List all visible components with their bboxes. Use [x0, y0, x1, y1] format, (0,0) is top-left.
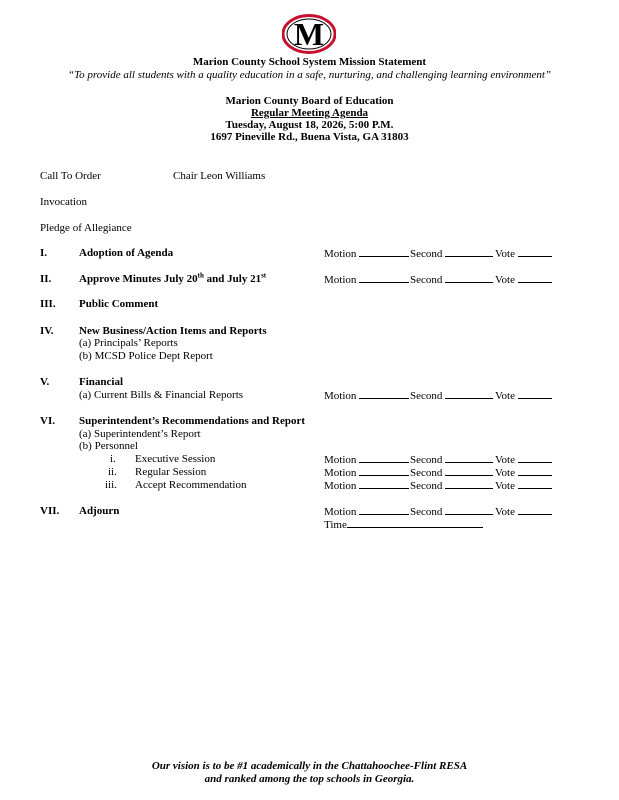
- mission-text: “To provide all students with a quality education in a safe, nurturing, and challenging learning environment”: [67, 69, 552, 81]
- item-7-vote: Vote: [495, 505, 552, 518]
- vision-line-1: Our vision is to be #1 academically in the Chattahoochee-Flint RESA: [151, 760, 468, 772]
- item-2-second: Second: [410, 273, 493, 286]
- mission-title: Marion County School System Mission Statement: [192, 56, 427, 68]
- item-6-subsub-2-second: Second: [410, 466, 493, 479]
- agenda-title: Regular Meeting Agenda: [250, 107, 369, 119]
- item-5-motion: Motion: [324, 389, 409, 402]
- item-2-vote: Vote: [495, 273, 552, 286]
- item-6-subsub-2-label: Regular Session: [135, 466, 207, 478]
- item-6-number: VI.: [40, 415, 55, 427]
- item-1-second: Second: [410, 247, 493, 260]
- school-logo: [282, 14, 336, 54]
- meeting-address: 1697 Pineville Rd., Buena Vista, GA 31803: [210, 131, 409, 143]
- pledge: Pledge of Allegiance: [40, 222, 132, 234]
- item-5-second: Second: [410, 389, 493, 402]
- item-6-subsub-3-num: iii.: [105, 479, 117, 491]
- item-6-subsub-3-label: Accept Recommendation: [135, 479, 247, 491]
- item-4-sub-b: (b) MCSD Police Dept Report: [79, 350, 213, 362]
- item-7-motion: Motion: [324, 505, 409, 518]
- item-6-subsub-1-second: Second: [410, 453, 493, 466]
- item-7-time: Time: [324, 518, 483, 531]
- meeting-date: Tuesday, August 18, 2026, 5:00 P.M.: [225, 119, 394, 131]
- item-5-number: V.: [40, 376, 50, 388]
- logo-letter: M: [293, 16, 325, 52]
- invocation: Invocation: [40, 196, 88, 208]
- item-6-subsub-2-motion: Motion: [324, 466, 409, 479]
- call-to-order-chair: Chair Leon Williams: [173, 170, 266, 182]
- item-6-subsub-1-vote: Vote: [495, 453, 552, 466]
- vision-line-2: and ranked among the top schools in Georgia.: [204, 773, 415, 785]
- item-5-sub-a: (a) Current Bills & Financial Reports: [79, 389, 244, 401]
- item-6-subsub-1-motion: Motion: [324, 453, 409, 466]
- item-6-subsub-3-motion: Motion: [324, 479, 409, 492]
- board-name: Marion County Board of Education: [225, 95, 394, 107]
- item-6-subsub-1-label: Executive Session: [135, 453, 216, 465]
- item-2-motion: Motion: [324, 273, 409, 286]
- item-5-title: Financial: [79, 376, 124, 388]
- call-to-order: Call To Order: [40, 170, 101, 182]
- item-2-title: Approve Minutes July 20th and July 21st: [79, 271, 267, 285]
- item-3-title: Public Comment: [79, 298, 159, 310]
- item-6-subsub-1-num: i.: [110, 453, 116, 465]
- item-5-vote: Vote: [495, 389, 552, 402]
- item-1-vote: Vote: [495, 247, 552, 260]
- item-3-number: III.: [40, 298, 56, 310]
- item-6-sub-b: (b) Personnel: [79, 440, 138, 452]
- item-6-subsub-3-second: Second: [410, 479, 493, 492]
- item-7-second: Second: [410, 505, 493, 518]
- item-1-number: I.: [40, 247, 48, 259]
- item-6-subsub-2-num: ii.: [108, 466, 117, 478]
- item-1-title: Adoption of Agenda: [79, 247, 174, 259]
- item-1-motion-row: Motion: [324, 247, 409, 260]
- item-4-title: New Business/Action Items and Reports: [79, 325, 267, 337]
- item-4-number: IV.: [40, 325, 54, 337]
- item-6-subsub-3-vote: Vote: [495, 479, 552, 492]
- item-7-number: VII.: [40, 505, 60, 517]
- item-6-subsub-2-vote: Vote: [495, 466, 552, 479]
- item-7-title: Adjourn: [79, 505, 120, 517]
- item-6-title: Superintendent’s Recommendations and Report: [79, 415, 306, 427]
- item-6-sub-a: (a) Superintendent’s Report: [79, 428, 201, 440]
- item-2-number: II.: [40, 273, 52, 285]
- item-4-sub-a: (a) Principals’ Reports: [79, 337, 178, 349]
